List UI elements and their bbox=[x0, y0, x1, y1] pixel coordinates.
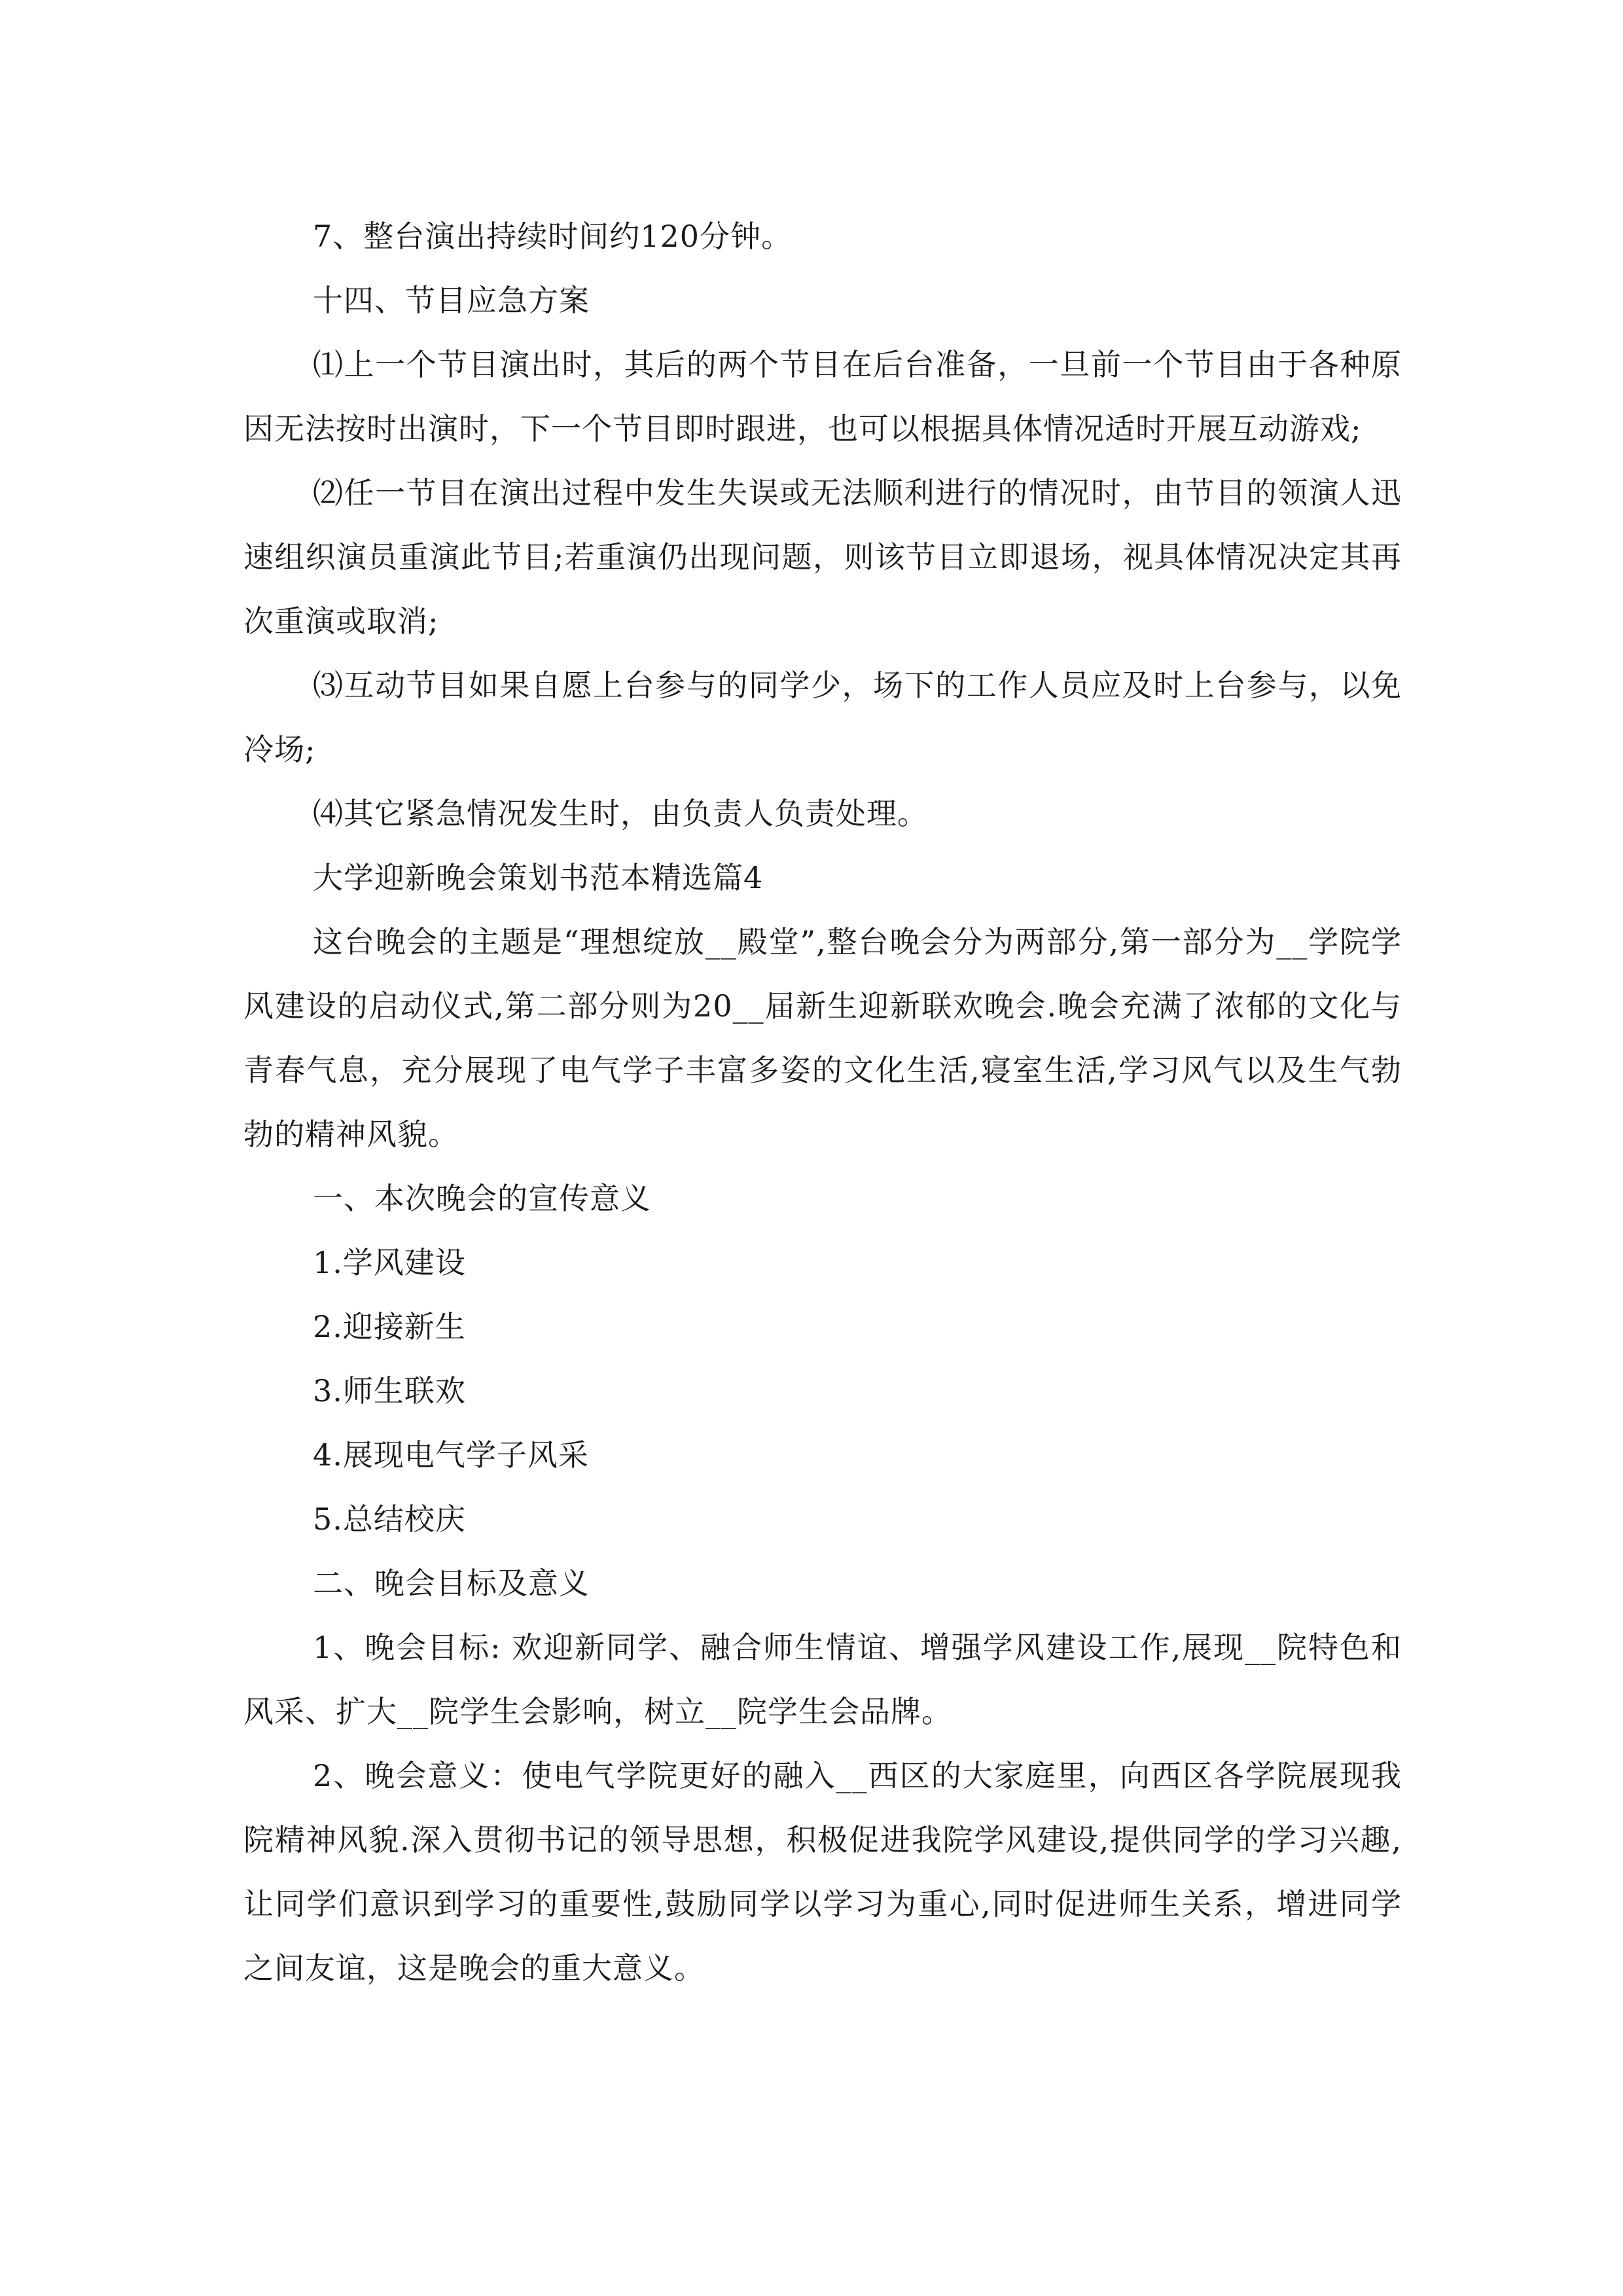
list-item-anniversary: 5.总结校庆 bbox=[313, 1501, 466, 1537]
paragraph-emergency-1: ⑴上一个节目演出时，其后的两个节目在后台准备，一旦前一个节目由于各种原因无法按时出演时，下一个节目即时跟进，也可以根据具体情况适时开展互动游戏; bbox=[243, 347, 1402, 446]
paragraph-emergency-2: ⑵任一节目在演出过程中发生失误或无法顺利进行的情况时，由节目的领演人迅速组织演员重演此节目;若重演仍出现问题，则该节目立即退场，视具体情况决定其再次重演或取消; bbox=[243, 475, 1402, 639]
paragraph-goals: 1、晚会目标: 欢迎新同学、融合师生情谊、增强学风建设工作,展现__院特色和风采、扩大__院学生会影响，树立__院学生会品牌。 bbox=[243, 1630, 1402, 1729]
paragraph-theme: 这台晚会的主题是“理想绽放__殿堂”,整台晚会分为两部分,第一部分为__学院学风建设的启动仪式,第二部分则为20__届新生迎新联欢晚会.晚会充满了浓郁的文化与青春气息，充分展现了电气学子丰富多姿的文化生活,寝室生活,学习风气以及生气勃勃的精神风貌。 bbox=[243, 924, 1402, 1152]
list-item-showcase: 4.展现电气学子风采 bbox=[313, 1437, 589, 1473]
list-item-study-style: 1.学风建设 bbox=[313, 1245, 466, 1280]
list-item-teacher-student: 3.师生联欢 bbox=[313, 1373, 466, 1408]
paragraph-emergency-3: ⑶互动节目如果自愿上台参与的同学少，场下的工作人员应及时上台参与，以免冷场; bbox=[243, 668, 1402, 767]
paragraph-duration: 7、整台演出持续时间约120分钟。 bbox=[313, 219, 793, 254]
paragraph-emergency-4: ⑷其它紧急情况发生时，由负责人负责处理。 bbox=[313, 796, 928, 831]
heading-emergency-plan: 十四、节目应急方案 bbox=[313, 283, 590, 318]
heading-goals-significance: 二、晚会目标及意义 bbox=[313, 1566, 590, 1601]
list-item-welcome-freshmen: 2.迎接新生 bbox=[313, 1309, 466, 1344]
document-body bbox=[243, 204, 1402, 2000]
section-title-part-4: 大学迎新晚会策划书范本精选篇4 bbox=[313, 860, 764, 895]
heading-publicity-significance: 一、本次晚会的宣传意义 bbox=[313, 1181, 651, 1216]
paragraph-significance: 2、晚会意义：使电气学院更好的融入__西区的大家庭里，向西区各学院展现我院精神风貌.深入贯彻书记的领导思想，积极促进我院学风建设,提供同学的学习兴趣,让同学们意识到学习的重要性,鼓励同学以学习为重心,同时促进师生关系，增进同学之间友谊，这是晚会的重大意义。 bbox=[243, 1758, 1402, 1986]
